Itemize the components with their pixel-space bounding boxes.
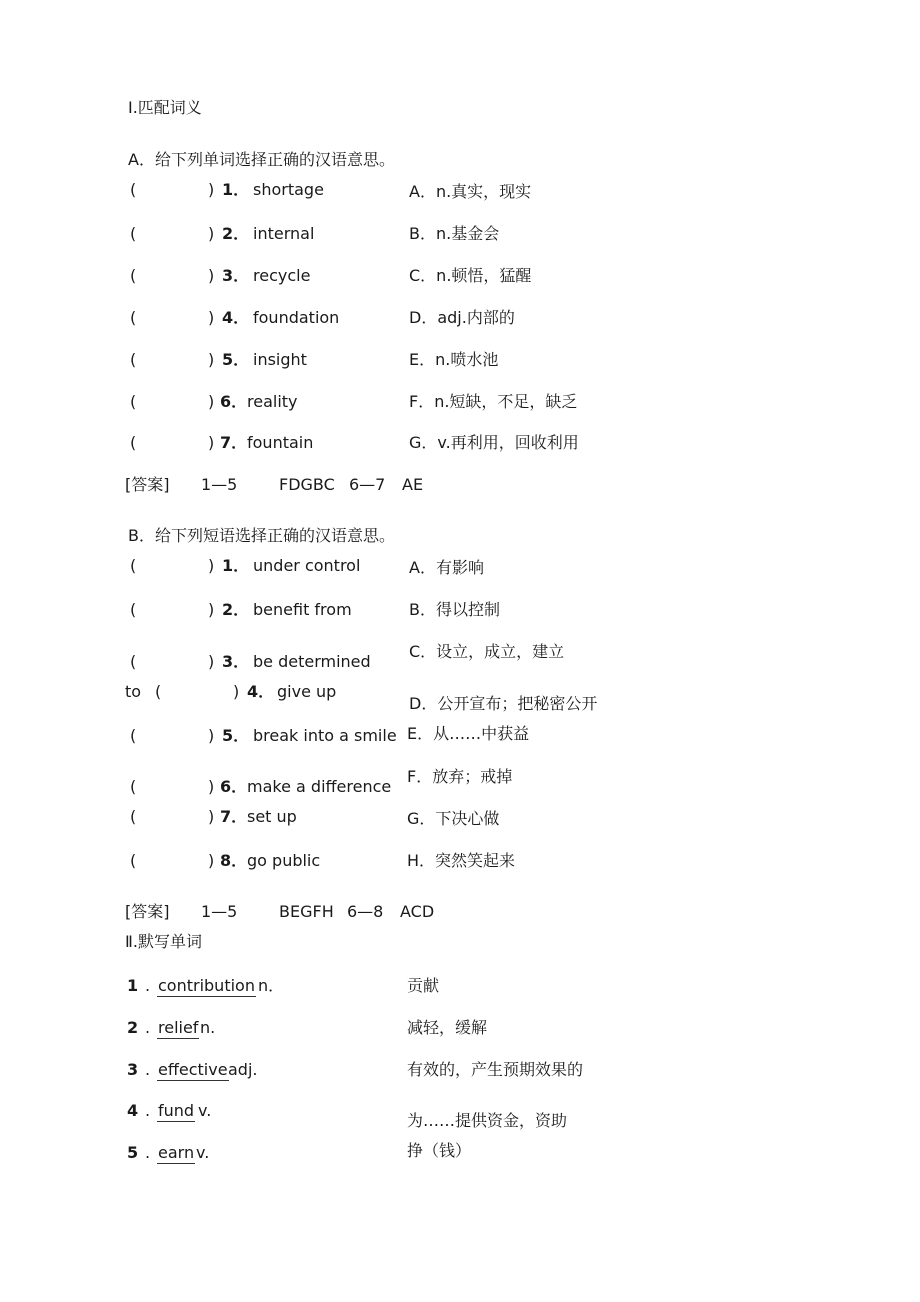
option: B．n.基金会	[409, 224, 500, 243]
item-word: shortage	[253, 180, 324, 199]
answer-word: fund	[158, 1101, 195, 1120]
open-paren: (	[130, 224, 137, 243]
close-paren: )	[208, 433, 215, 452]
item-number: 2	[127, 1018, 139, 1037]
item-number: 6．	[220, 777, 248, 796]
item-word: recycle	[253, 266, 311, 285]
open-paren: (	[130, 556, 137, 575]
item-number: 8．	[220, 851, 248, 870]
part-of-speech: adj.	[228, 1060, 258, 1079]
option: G．v.再利用，回收利用	[409, 433, 579, 452]
open-paren: (	[130, 851, 137, 870]
option: D．公开宣布；把秘密公开	[409, 694, 598, 713]
part-of-speech: v.	[198, 1101, 212, 1120]
open-paren: (	[130, 180, 137, 199]
close-paren: )	[208, 777, 215, 796]
part-of-speech: v.	[196, 1143, 210, 1162]
item-word: foundation	[253, 308, 340, 327]
answer-letters: FDGBC	[279, 475, 335, 494]
option: B．得以控制	[409, 600, 500, 619]
dot: .	[145, 1101, 151, 1120]
item-phrase: give up	[277, 682, 337, 701]
meaning: 贡献	[407, 976, 440, 995]
meaning: 挣（钱）	[407, 1141, 472, 1160]
option: E．从……中获益	[407, 724, 530, 743]
dot: .	[145, 1143, 151, 1162]
item-number: 2．	[222, 600, 250, 619]
item-number: 4．	[222, 308, 250, 327]
item-word: internal	[253, 224, 315, 243]
item-number: 1	[127, 976, 139, 995]
close-paren: )	[208, 392, 215, 411]
option: D．adj.内部的	[409, 308, 515, 327]
item-number: 2．	[222, 224, 250, 243]
close-paren: )	[208, 807, 215, 826]
item-number: 6．	[220, 392, 248, 411]
item-number: 5	[127, 1143, 139, 1162]
option: G．下决心做	[407, 809, 500, 828]
item-number: 3	[127, 1060, 139, 1079]
meaning: 有效的，产生预期效果的	[407, 1060, 584, 1079]
answer-word: earn	[158, 1143, 195, 1162]
item-phrase: break into a smile	[253, 726, 397, 745]
close-paren: )	[208, 350, 215, 369]
option: E．n.喷水池	[409, 350, 499, 369]
answer-range: 6—7	[349, 475, 386, 494]
open-paren: (	[130, 600, 137, 619]
open-paren: (	[130, 308, 137, 327]
item-number: 5．	[222, 726, 250, 745]
item-number: 7．	[220, 433, 248, 452]
open-paren: (	[130, 726, 137, 745]
part-b-instruction: B．给下列短语选择正确的汉语意思。	[128, 526, 395, 545]
option: A．n.真实，现实	[409, 182, 532, 201]
close-paren: )	[233, 682, 240, 701]
item-phrase: make a difference	[247, 777, 392, 796]
item-number: 4	[127, 1101, 139, 1120]
meaning: 减轻，缓解	[407, 1018, 488, 1037]
close-paren: )	[208, 266, 215, 285]
close-paren: )	[208, 308, 215, 327]
item-phrase: under control	[253, 556, 361, 575]
option: H．突然笑起来	[407, 851, 516, 870]
item-number: 4．	[247, 682, 275, 701]
option: F．n.短缺，不足，缺乏	[409, 392, 578, 411]
answer-label: [答案]	[125, 475, 170, 494]
answer-range: 1—5	[201, 902, 238, 921]
item-phrase: benefit from	[253, 600, 352, 619]
option: F．放弃；戒掉	[407, 767, 513, 786]
open-paren: (	[130, 266, 137, 285]
item-number: 7．	[220, 807, 248, 826]
item-number: 3．	[222, 266, 250, 285]
dot: .	[145, 976, 151, 995]
close-paren: )	[208, 600, 215, 619]
option: A．有影响	[409, 558, 484, 577]
item-number: 1．	[222, 556, 250, 575]
close-paren: )	[208, 726, 215, 745]
open-paren: (	[130, 652, 137, 671]
meaning: 为……提供资金，资助	[407, 1111, 568, 1130]
item-number: 3．	[222, 652, 250, 671]
part-a-instruction: A．给下列单词选择正确的汉语意思。	[128, 150, 395, 169]
close-paren: )	[208, 652, 215, 671]
answer-word: effective	[158, 1060, 228, 1079]
close-paren: )	[208, 556, 215, 575]
part-of-speech: n.	[200, 1018, 216, 1037]
item-phrase: be determined	[253, 652, 371, 671]
option: C．n.顿悟，猛醒	[409, 266, 532, 285]
open-paren: (	[130, 777, 137, 796]
answer-letters: ACD	[400, 902, 435, 921]
item-phrase: set up	[247, 807, 297, 826]
open-paren: (	[130, 433, 137, 452]
answer-label: [答案]	[125, 902, 170, 921]
answer-word: relief	[158, 1018, 199, 1037]
item-word: reality	[247, 392, 298, 411]
answer-range: 6—8	[347, 902, 384, 921]
option: C．设立，成立，建立	[409, 642, 565, 661]
dot: .	[145, 1018, 151, 1037]
item-phrase: go public	[247, 851, 321, 870]
answer-letters: AE	[402, 475, 424, 494]
phrase-prefix: to	[125, 682, 142, 701]
section-1-title: Ⅰ.匹配词义	[128, 98, 202, 117]
item-number: 1．	[222, 180, 250, 199]
open-paren: (	[130, 350, 137, 369]
part-of-speech: n．	[258, 976, 285, 995]
answer-letters: BEGFH	[279, 902, 334, 921]
item-word: insight	[253, 350, 307, 369]
answer-range: 1—5	[201, 475, 238, 494]
item-number: 5．	[222, 350, 250, 369]
dot: .	[145, 1060, 151, 1079]
section-2-title: Ⅱ.默写单词	[125, 932, 202, 951]
item-word: fountain	[247, 433, 314, 452]
close-paren: )	[208, 851, 215, 870]
answer-word: contribution	[158, 976, 255, 995]
open-paren: (	[130, 807, 137, 826]
close-paren: )	[208, 224, 215, 243]
close-paren: )	[208, 180, 215, 199]
open-paren: (	[155, 682, 162, 701]
open-paren: (	[130, 392, 137, 411]
